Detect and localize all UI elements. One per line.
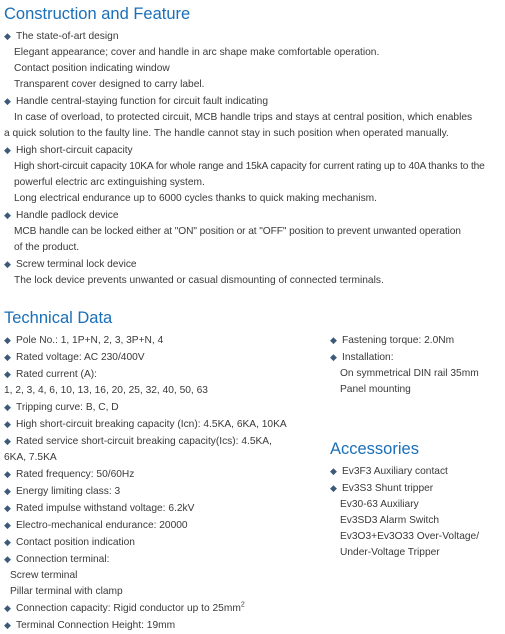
superscript: 2 (240, 601, 245, 609)
construction-list (4, 28, 504, 289)
accessories-heading: Accessories (330, 440, 419, 458)
list-item: ◆ Ev3S3 Shunt tripper (330, 480, 502, 497)
list-item: ◆ Connection capacity: Rigid conductor up to $25mm^2$ (4, 601, 245, 614)
list-item: ◆ Rated impulse withstand voltage: 6.2kV (4, 500, 324, 517)
diamond-bullet-icon: ◆ (4, 554, 11, 564)
list-item-detail: On symmetrical DIN rail 35mm (340, 368, 479, 379)
diamond-bullet-icon: ◆ (4, 402, 11, 412)
diamond-bullet-icon: ◆ (330, 352, 337, 362)
list-item-detail: Contact position indicating window (14, 63, 170, 74)
list-item: ◆ Electro-mechanical endurance: 20000 (4, 517, 324, 534)
list-item-detail: Ev3SD3 Alarm Switch (340, 515, 440, 526)
list-item-detail: High short-circuit capacity 10KA for whole range and 15kA capacity for current rating up to 40A thanks to the (14, 161, 485, 172)
list-item: ◆ Connection terminal: (4, 551, 324, 568)
list-item: ◆ High short-circuit capacity (4, 142, 504, 159)
diamond-bullet-icon: ◆ (4, 419, 11, 429)
diamond-bullet-icon: ◆ (4, 352, 11, 362)
list-item: ◆ Installation: (330, 349, 502, 366)
technical-left-list (4, 332, 324, 634)
list-item-detail: Transparent cover designed to carry label. (14, 79, 205, 90)
list-item: ◆ Rated frequency: 50/60Hz (4, 466, 324, 483)
diamond-bullet-icon: ◆ (330, 483, 337, 493)
list-item-detail: 1, 2, 3, 4, 6, 10, 13, 16, 20, 25, 32, 40, 50, 63 (4, 385, 208, 396)
diamond-bullet-icon: ◆ (4, 259, 11, 269)
construction-heading: Construction and Feature (4, 5, 191, 23)
list-item: ◆ Energy limiting class: 3 (4, 483, 324, 500)
diamond-bullet-icon: ◆ (4, 31, 11, 41)
diamond-bullet-icon: ◆ (4, 469, 11, 479)
list-item: ◆ Tripping curve: B, C, D (4, 399, 324, 416)
list-item: ◆ Screw terminal lock device (4, 256, 504, 273)
diamond-bullet-icon: ◆ (330, 335, 337, 345)
list-item-detail: Ev30-63 Auxiliary (340, 499, 419, 510)
diamond-bullet-icon: ◆ (4, 486, 11, 496)
list-item-detail: Panel mounting (340, 384, 411, 395)
diamond-bullet-icon: ◆ (330, 466, 337, 476)
diamond-bullet-icon: ◆ (4, 96, 11, 106)
list-item-detail: Elegant appearance; cover and handle in arc shape make comfortable operation. (14, 47, 380, 58)
list-item: ◆ Rated current (A): (4, 366, 324, 383)
diamond-bullet-icon: ◆ (4, 520, 11, 530)
list-item-detail: of the product. (14, 242, 80, 253)
list-item: ◆ Handle padlock device (4, 207, 504, 224)
list-item: ◆ Pole No.: 1, 1P+N, 2, 3, 3P+N, 4 (4, 332, 324, 349)
list-item-detail: 6KA, 7.5KA (4, 452, 57, 463)
list-item-detail: Long electrical endurance up to 6000 cycles thanks to quick making mechanism. (14, 193, 377, 204)
technical-heading: Technical Data (4, 309, 113, 327)
list-item-detail: powerful electric arc extinguishing system. (14, 177, 205, 188)
technical-right-list (330, 332, 502, 398)
list-item-detail: a quick solution to the faulty line. The handle cannot stay in such position when operated manually. (4, 128, 449, 139)
list-item: ◆ The state-of-art design (4, 28, 504, 45)
diamond-bullet-icon: ◆ (4, 369, 11, 379)
diamond-bullet-icon: ◆ (4, 335, 11, 345)
list-item: ◆ Fastening torque: 2.0Nm (330, 332, 502, 349)
accessories-list (330, 463, 502, 561)
diamond-bullet-icon: ◆ (4, 537, 11, 547)
list-item: ◆ Terminal Connection Height: 19mm (4, 617, 324, 634)
diamond-bullet-icon: ◆ (4, 210, 11, 220)
list-item: ◆ Rated voltage: AC 230/400V (4, 349, 324, 366)
list-item: ◆ Handle central-staying function for circuit fault indicating (4, 93, 504, 110)
list-item: ◆ Rated service short-circuit breaking capacity(Ics): 4.5KA, (4, 433, 324, 450)
diamond-bullet-icon: ◆ (4, 620, 11, 630)
list-item-detail: Pillar terminal with clamp (10, 586, 123, 597)
list-item-detail: The lock device prevents unwanted or casual dismounting of connected terminals. (14, 275, 384, 286)
diamond-bullet-icon: ◆ (4, 603, 11, 613)
list-item: ◆ High short-circuit breaking capacity (Icn): 4.5KA, 6KA, 10KA (4, 416, 324, 433)
diamond-bullet-icon: ◆ (4, 503, 11, 513)
diamond-bullet-icon: ◆ (4, 145, 11, 155)
list-item-detail: Ev3O3+Ev3O33 Over-Voltage/ (340, 531, 480, 542)
list-item-detail: Under-Voltage Tripper (340, 547, 440, 558)
list-item-detail: Screw terminal (10, 570, 78, 581)
list-item-detail: In case of overload, to protected circuit, MCB handle trips and stays at central position, which enables (14, 112, 473, 123)
diamond-bullet-icon: ◆ (4, 436, 11, 446)
list-item-detail: MCB handle can be locked either at "ON" position or at "OFF" position to prevent unwanted operation (14, 226, 461, 237)
list-item: ◆ Ev3F3 Auxiliary contact (330, 463, 502, 480)
list-item: ◆ Contact position indication (4, 534, 324, 551)
